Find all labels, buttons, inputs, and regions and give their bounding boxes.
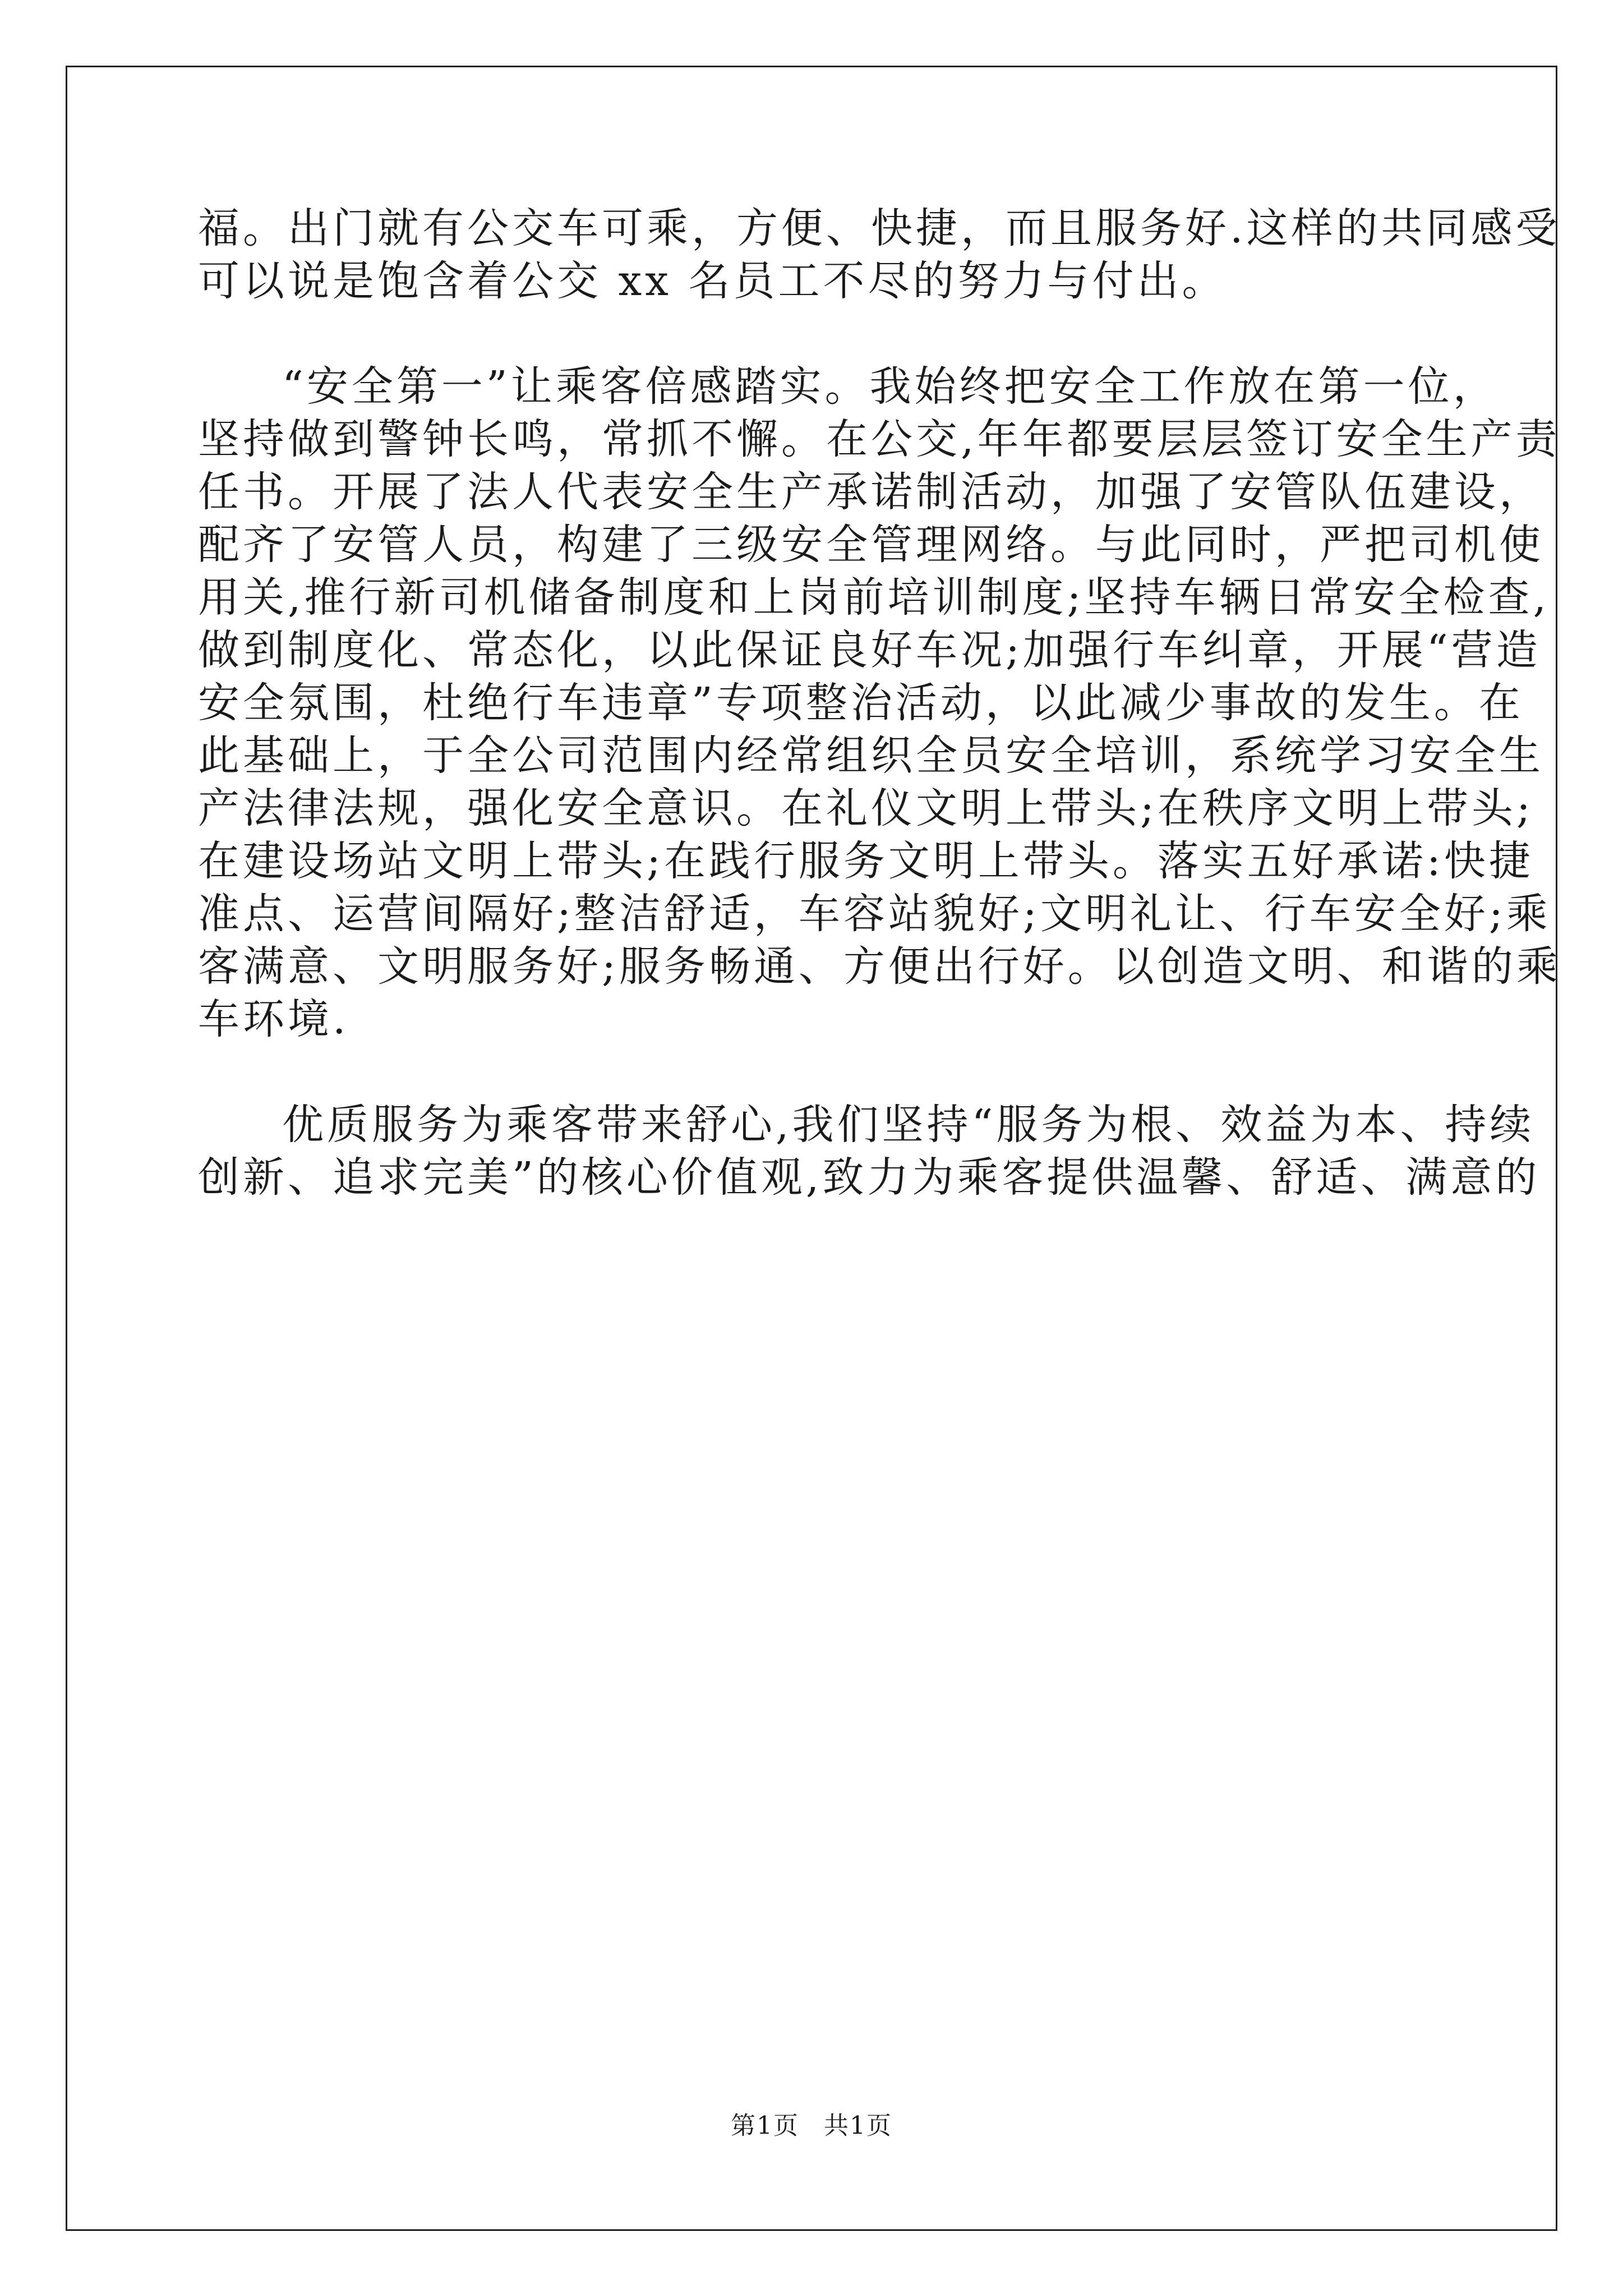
text-line: 在建设场站文明上带头;在践行服务文明上带头。落实五好承诺:快捷 [198, 837, 1534, 885]
text-line: 用关,推行新司机储备制度和上岗前培训制度;坚持车辆日常安全检查, [198, 573, 1550, 622]
page-footer [0, 2109, 1623, 2143]
text-line: 创新、追求完美”的核心价值观,致力为乘客提供温馨、舒适、满意的 [198, 1153, 1541, 1202]
page-number: 第1页 [731, 2111, 799, 2140]
text-line: 准点、运营间隔好;整洁舒适，车容站貌好;文明礼让、行车安全好;乘 [198, 890, 1551, 938]
text-line: 车环境. [198, 995, 349, 1043]
page-total: 共1页 [824, 2111, 892, 2140]
text-line: 福。出门就有公交车可乘，方便、快捷，而且服务好.这样的共同感受 [198, 204, 1561, 252]
paragraph-start-line: “安全第一”让乘客倍感踏实。我始终把安全工作放在第一位， [282, 362, 1498, 411]
text-line: 坚持做到警钟长鸣，常抓不懈。在公交,年年都要层层签订安全生产责 [198, 415, 1561, 463]
text-line: 产法律法规，强化安全意识。在礼仪文明上带头;在秩序文明上带头; [198, 784, 1534, 832]
document-body [198, 202, 1561, 1204]
text-line: 安全氛围，杜绝行车违章”专项整治活动，以此减少事故的发生。在 [198, 679, 1524, 727]
text-line: 此基础上，于全公司范围内经常组织全员安全培训，系统学习安全生 [198, 731, 1544, 780]
text-line: 配齐了安管人员，构建了三级安全管理网络。与此同时，严把司机使 [198, 521, 1544, 569]
text-line: 做到制度化、常态化，以此保证良好车况;加强行车纠章，开展“营造 [198, 626, 1541, 674]
paragraph-start-line: 优质服务为乘客带来舒心,我们坚持“服务为根、效益为本、持续 [282, 1101, 1535, 1149]
text-line: 客满意、文明服务好;服务畅通、方便出行好。以创造文明、和谐的乘 [198, 942, 1561, 991]
text-line: 任书。开展了法人代表安全生产承诺制活动，加强了安管队伍建设， [198, 468, 1544, 516]
text-line: 可以说是饱含着公交 xx 名员工不尽的努力与付出。 [198, 257, 1227, 305]
